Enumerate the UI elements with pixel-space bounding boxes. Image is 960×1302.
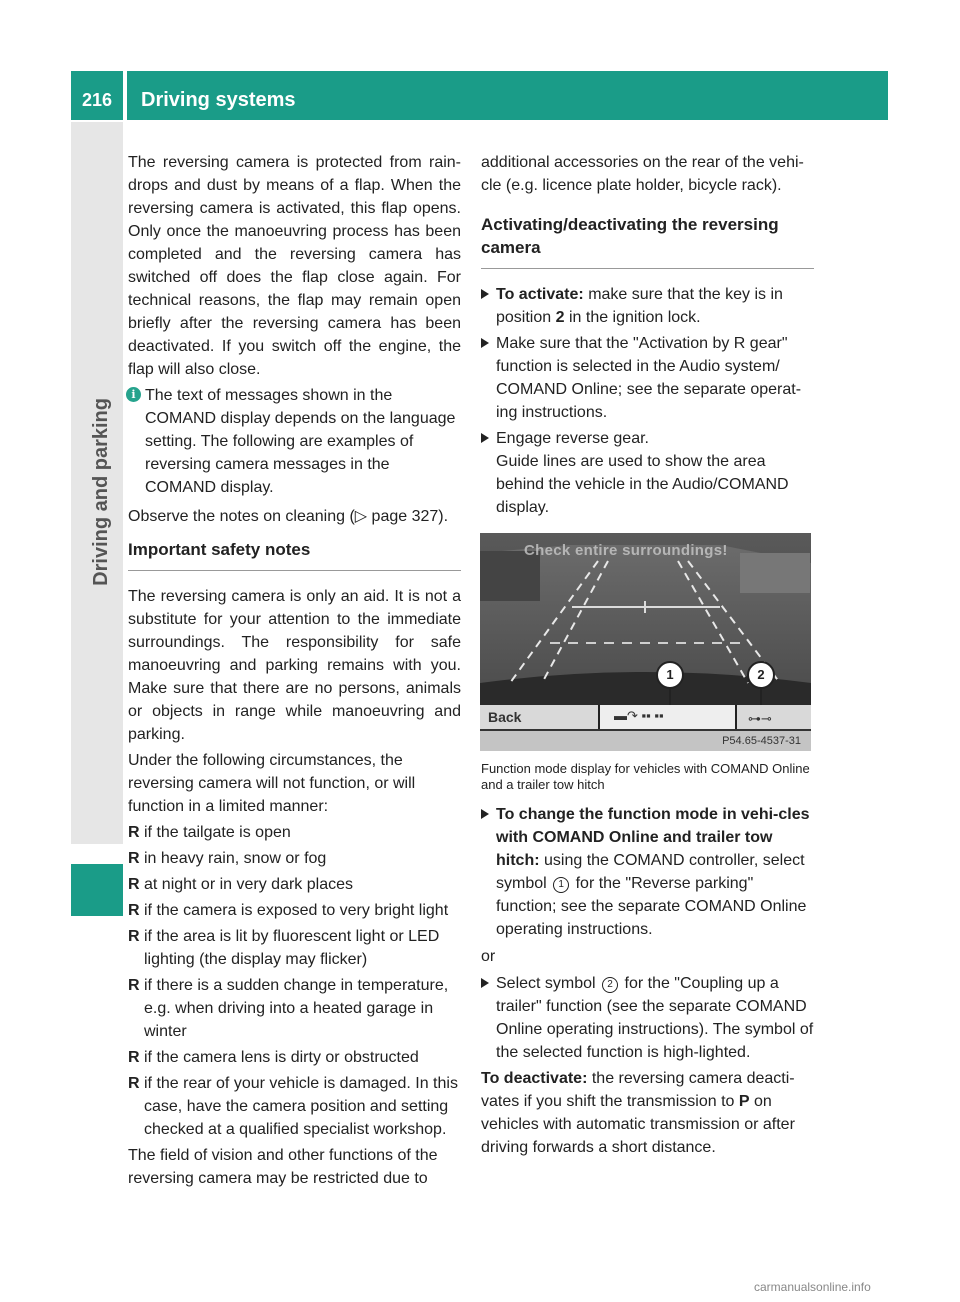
footer-watermark: carmanualsonline.info [754, 1280, 871, 1294]
list-item: R if the rear of your vehicle is damaged. In this case, have the camera position and setting checked at a qualified specialist workshop. [128, 1075, 458, 1138]
step-arrow-icon [481, 978, 489, 988]
step-arrow-icon [481, 289, 489, 299]
callout-2: 2 [747, 661, 775, 689]
page-number: 216 [81, 90, 113, 110]
safety-heading: Important safety notes [128, 540, 311, 559]
circumstances-intro: Under the following circumstances, the reversing camera will not function, or will function in a limited manner: [128, 752, 416, 815]
side-tab-label: Driving and parking [90, 398, 112, 586]
info-note-text: The text of messages shown in the COMAND display depends on the language setting. The following are examples of reversing camera messages in the COMAND display. [145, 387, 456, 496]
callout-1: 1 [656, 661, 684, 689]
reverse-parking-icon: ▬↷ ▪▪ ▪▪ [614, 708, 664, 723]
field-of-vision-paragraph: The field of vision and other functions of the reversing camera may be restricted due to [128, 1147, 438, 1187]
callout-ref-2: 2 [602, 977, 618, 993]
list-item: R at night or in very dark places [128, 876, 353, 893]
flap-paragraph: The reversing camera is protected from rain-drops and dust by means of a flap. When the reversing camera is activated, this flap opens. Only once the manoeuvring process has been completed and the reversing camera has switched off does the flap close again. For technical reasons, the flap may remain open briefly after the reversing camera has been deactivated. If you switch off the engine, the flap will also close. [128, 154, 461, 378]
list-item: R if the camera lens is dirty or obstructed [128, 1049, 419, 1066]
chapter-title: Driving systems [141, 89, 296, 111]
figure-caption: Function mode display for vehicles with COMAND Online and a trailer tow hitch [481, 761, 810, 792]
reverse-parking-symbol[interactable] [598, 705, 737, 729]
step-activation-setting: Make sure that the "Activation by R gear" function is selected in the Audio system/ COMAND Online; see the separate operat-ing instructions. [481, 332, 814, 424]
info-icon: i [126, 387, 141, 402]
side-tab-label-wrap [79, 398, 115, 838]
coupling-trailer-icon[interactable]: ⊶⊸ [748, 711, 772, 726]
list-item: R if the camera is exposed to very bright light [128, 902, 449, 919]
side-tab-marker [71, 864, 123, 916]
step-coupling: Select symbol 2 for the "Coupling up a trailer" function (see the separate COMAND Online operating instructions). The symbol of the selected function is high-lighted. [481, 972, 814, 1064]
back-button[interactable]: Back [488, 709, 522, 725]
step-activate: To activate: make sure that the key is in position 2 in the ignition lock. [481, 283, 814, 329]
safety-paragraph: The reversing camera is only an aid. It is not a substitute for your attention to the immediate surroundings. The responsibility for safe manoeuvring and parking remains with you. Make sure that there are no persons, animals or objects in range while manoeuvring and parking. [128, 588, 461, 743]
step-arrow-icon [481, 809, 489, 819]
list-item: R if the tailgate is open [128, 824, 291, 841]
circumstances-list [128, 821, 461, 1141]
list-item: R in heavy rain, snow or fog [128, 850, 327, 867]
cleaning-note: Observe the notes on cleaning (▷ page 327). [128, 508, 449, 525]
accessories-paragraph: additional accessories on the rear of the vehi-cle (e.g. licence plate holder, bicycle rack). [481, 154, 804, 194]
camera-display-figure [480, 533, 811, 751]
step-change-mode: To change the function mode in vehi-cles with COMAND Online and trailer tow hitch: using the COMAND controller, select symbol 1 for the "Reverse parking" function; see the separate COMAND Online operating instructions. [481, 803, 814, 941]
step-arrow-icon [481, 433, 489, 443]
list-item: R if the area is lit by fluorescent light or LED lighting (the display may flicker) [128, 928, 440, 968]
or-text: or [481, 948, 496, 965]
right-column [481, 151, 814, 1162]
camera-warning-text: Check entire surroundings! [524, 542, 728, 559]
heading-rule [128, 570, 461, 571]
step-reverse-gear: Engage reverse gear. Guide lines are used to show the area behind the vehicle in the Audio/COMAND display. [481, 427, 814, 519]
deactivate-paragraph: To deactivate: the reversing camera deacti-vates if you shift the transmission to P on vehicles with automatic transmission or after driving forwards a short distance. [481, 1070, 795, 1156]
list-item: R if there is a sudden change in temperature, e.g. when driving into a heated garage in winter [128, 977, 449, 1040]
heading-rule [481, 268, 814, 269]
callout-ref-1: 1 [553, 877, 569, 893]
step-arrow-icon [481, 338, 489, 348]
figure-code: P54.65-4537-31 [722, 735, 801, 747]
info-note [128, 384, 461, 499]
left-column [128, 151, 461, 1193]
activation-heading: Activating/deactivating the reversing camera [481, 215, 779, 257]
